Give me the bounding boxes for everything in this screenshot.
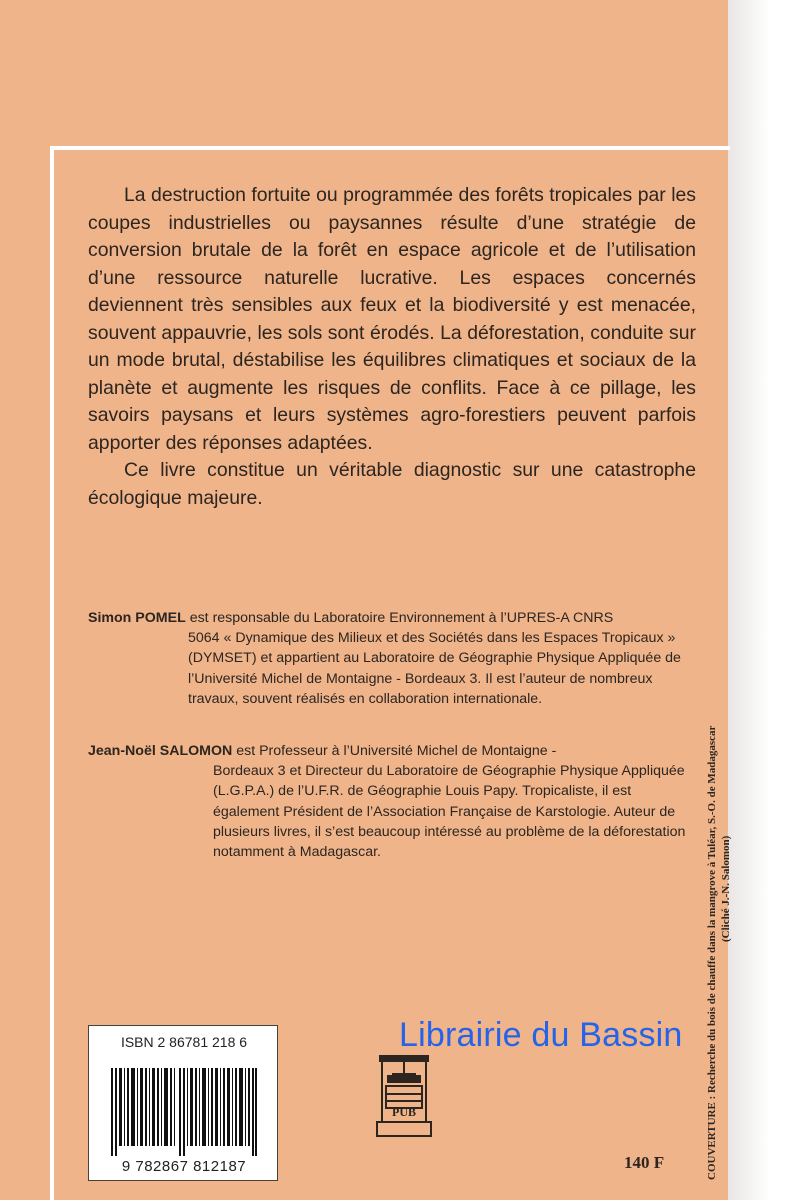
price-label: 140 F bbox=[624, 1153, 665, 1172]
author-name: Simon POMEL bbox=[88, 610, 186, 626]
summary-paragraph-1: La destruction fortuite ou programmée des forêts tropicales par les coupes industrielles ou paysannes résulte d’une stratégie de conversion brutale de la forêt en espace agricole et de l’utilisation d’une ressource naturelle lucrative. Les espaces concernés deviennent très sensibles aux feux et la biodiversité y est menacée, souvent appauvrie, les sols sont érodés. La déforestation, conduite sur un mode brutal, déstabilise les équilibres climatiques et sociaux de la planète et augmente les risques de conflits. Face à ce pillage, les savoirs paysans et leurs systèmes agro-forestiers peuvent parfois apporter des réponses adaptées. bbox=[88, 184, 696, 454]
author-bio-pomel bbox=[88, 608, 696, 709]
author-bio-salomon bbox=[88, 741, 696, 862]
author-bio-text: Bordeaux 3 et Directeur du Laboratoire de Géographie Physique Appliquée (L.G.P.A.) de l’U.F.R. de Géographie Louis Papy. Tropicaliste, il est également Président de l’Association Française de Karstologie. Auteur de plusieurs livres, il s’est beaucoup intéressé au problème de la déforestation notamment à Madagascar. bbox=[213, 763, 686, 861]
summary-paragraph-2: Ce livre constitue un véritable diagnostic sur une catastrophe écologique majeure. bbox=[88, 459, 696, 509]
cover-credit bbox=[705, 660, 733, 1180]
cover-credit-photo: (Cliché J.-N. Salomon) bbox=[720, 835, 732, 942]
page-edge bbox=[728, 0, 797, 1200]
frame-line-left bbox=[50, 146, 54, 1200]
isbn-label: ISBN 2 86781 218 6 bbox=[120, 1034, 248, 1050]
bookseller-watermark: Librairie du Bassin bbox=[399, 1016, 683, 1054]
frame-line-top bbox=[50, 146, 730, 150]
summary-text bbox=[88, 182, 696, 512]
cover-credit-line: COUVERTURE : Recherche du bois de chauffe dans la mangrove à Tuléar, S.-O. de Madagascar bbox=[706, 725, 718, 1180]
author-bio-first-line: est Professeur à l’Université Michel de Montaigne - bbox=[236, 743, 557, 759]
author-bio-first-line: est responsable du Laboratoire Environnement à l’UPRES-A CNRS bbox=[189, 610, 614, 626]
publisher-press-logo bbox=[374, 1052, 434, 1140]
author-name: Jean-Noël SALOMON bbox=[88, 743, 233, 759]
barcode-bars bbox=[111, 1068, 257, 1156]
ean-number: 9 782867 812187 bbox=[121, 1158, 247, 1175]
barcode-box bbox=[88, 1025, 278, 1181]
publisher-logo-text: PUB bbox=[392, 1105, 416, 1119]
author-bio-text: 5064 « Dynamique des Milieux et des Sociétés dans les Espaces Tropicaux » (DYMSET) et appartient au Laboratoire de Géographie Physique Appliquée de l’Université Michel de Montaigne - Bordeaux 3. Il est l’auteur de nombreux travaux, souvent réalisés en collaboration internationale. bbox=[188, 630, 681, 707]
